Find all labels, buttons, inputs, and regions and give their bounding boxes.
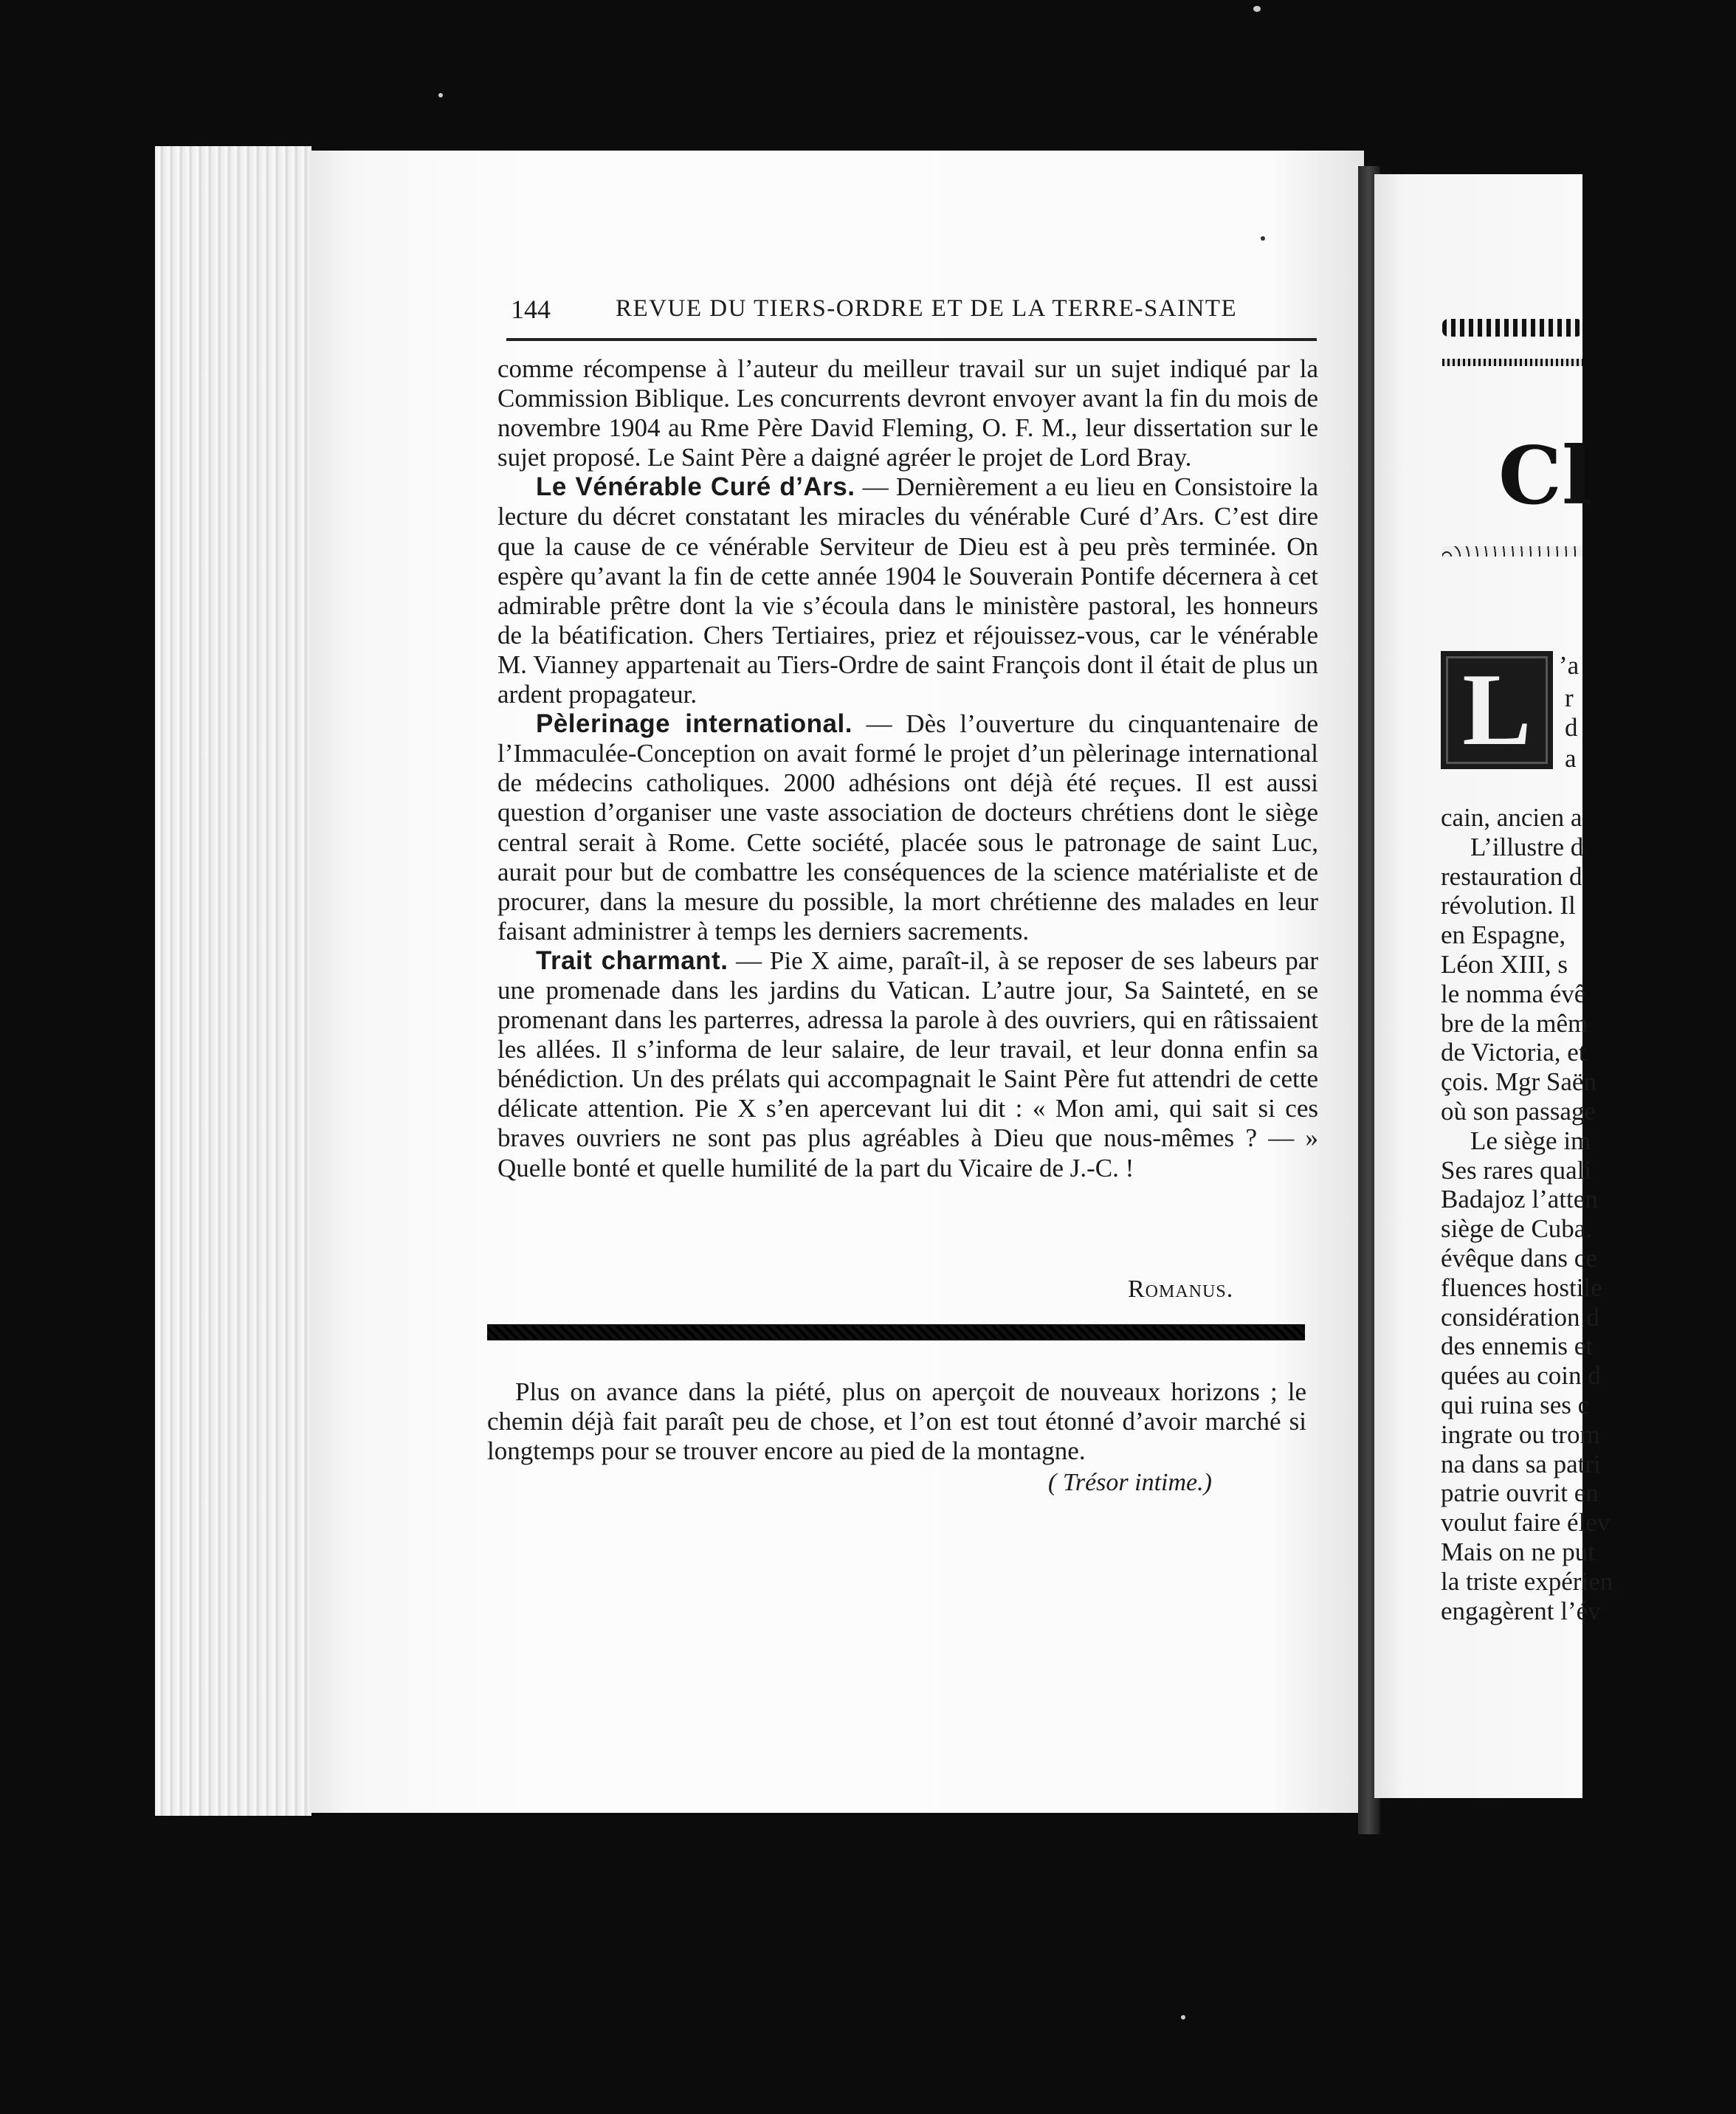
text-line: la triste expérien — [1441, 1566, 1613, 1596]
text-line: qui ruina ses c — [1441, 1390, 1590, 1419]
text-line: révolution. Il — [1441, 891, 1576, 920]
cap-side-text: r — [1565, 684, 1574, 712]
intro-paragraph: comme récompense à l’auteur du meilleur travail sur un sujet indiqué par la Commission Biblique. Les concurrents devront envoyer avant la fin du mois de novembre 1904 au Rme Père David Fleming, O. F. M., leur dissertation sur le sujet proposé. Le Saint Père a daigné agréer le projet de Lord Bray. — [497, 354, 1319, 472]
text-line: Ses rares quali — [1441, 1155, 1592, 1185]
section-cure-ars — [497, 472, 1318, 709]
drop-cap: L — [1441, 651, 1553, 769]
text-line: engagèrent l’év — [1441, 1596, 1601, 1625]
section-heading: Le Vénérable Curé d’Ars. — [536, 472, 855, 502]
dust-speck — [1261, 236, 1265, 241]
text-line: patrie ouvrit en — [1441, 1478, 1599, 1508]
header-rule — [506, 338, 1317, 341]
section-text: — Pie X aime, paraît-il, à se reposer de ses labeurs par une promenade dans les jardins du Vatican. L’autre jour, Sa Sainteté, en se promenant dans les parterres, adressa la parole à des ouvriers, qui en râtissaient les allées. Il s’informa de leur salaire, de leur travail, et leur donna enfin sa bénédiction. Un des prélats qui accompagnait le Saint Père fut attendri de cette délicate attention. Pie X s’en apercevant lui dit : « Mon ami, qui sait si ces braves ouvriers ne sont pas plus agréables à Dieu que nous-mêmes ? — » Quelle bonté et quelle humilité de la part du Vicaire de J.-C. ! — [497, 946, 1318, 1182]
text-line: fluences hostile — [1441, 1273, 1602, 1302]
text-line: quées au coin d — [1441, 1361, 1601, 1391]
title-fragment: Cl — [1498, 430, 1592, 523]
quote-source: ( Trésor intime.) — [1048, 1469, 1212, 1496]
text-line: de Victoria, et — [1441, 1038, 1586, 1067]
cap-side-text: a — [1565, 744, 1577, 773]
page-number: 144 — [511, 295, 551, 324]
ornamental-divider — [487, 1324, 1305, 1340]
section-pelerinage — [497, 709, 1318, 946]
author-signature: Romanus. — [1128, 1275, 1234, 1303]
quote-text: Plus on avance dans la piété, plus on aperçoit de nouveaux horizons ; le chemin déjà fait paraît peu de chose, et l’on est tout étonné d’avoir marché si longtemps pour se trouver encore au pied de la montagne. — [487, 1377, 1306, 1465]
section-heading: Trait charmant. — [536, 946, 728, 975]
text-line: Badajoz l’atten — [1441, 1185, 1598, 1214]
cap-side-text: d — [1565, 713, 1578, 742]
ornament-top — [1442, 319, 1582, 337]
dust-speck — [1181, 2015, 1185, 2020]
text-line: en Espagne, — [1441, 920, 1566, 950]
article-body — [497, 354, 1318, 1183]
text-line: siège de Cuba. — [1441, 1214, 1593, 1244]
text-line: bre de la mêm — [1441, 1008, 1588, 1038]
text-line: Le siège im — [1470, 1126, 1591, 1155]
running-title: REVUE DU TIERS-ORDRE ET DE LA TERRE-SAINTE — [616, 295, 1238, 322]
text-line: L’illustre d — [1470, 832, 1584, 861]
text-line: ingrate ou trom — [1441, 1419, 1600, 1449]
ornament-wave — [1442, 546, 1582, 557]
text-line: cain, ancien a — [1441, 803, 1582, 832]
right-page — [1374, 174, 1613, 1798]
text-line: Mais on ne put — [1441, 1537, 1596, 1566]
right-page-lines — [1441, 803, 1736, 1625]
text-line: évêque dans ce — [1441, 1243, 1597, 1273]
text-line: Léon XIII, s — [1441, 949, 1568, 979]
section-text: — Dès l’ouverture du cinquantenaire de l’Immaculée-Conception on avait formé le projet d’un pèlerinage international de médecins catholiques. 2000 adhésions ont déjà été reçues. Il est aussi question d’organiser une vaste association de docteurs chrétiens dont le siège central serait à Rome. Cette société, placée sous le patronage de saint Luc, aurait pour but de combattre les conséquences de la science matérialiste et de procurer, dans la mesure du possible, la mort chrétienne des malades en leur faisant administrer à temps les derniers sacrements. — [497, 709, 1318, 946]
closing-quote — [487, 1377, 1306, 1466]
text-line: na dans sa patri — [1441, 1449, 1601, 1478]
section-text: — Dernièrement a eu lieu en Consistoire la lecture du décret constatant les miracles du vénérable Curé d’Ars. C’est dire que la cause de ce vénérable Serviteur de Dieu est à peu près terminée. On espère qu’avant la fin de cette année 1904 le Souverain Pontife décernera à cet admirable prêtre dont la vie s’écoula dans le ministère pastoral, les honneurs de la béatification. Chers Tertiaires, priez et réjouissez-vous, car le vénérable M. Vianney appartenait au Tiers-Ordre de saint François dont il était de plus un ardent propagateur. — [497, 472, 1318, 709]
text-line: le nomma évê — [1441, 979, 1586, 1008]
dust-speck — [1253, 6, 1261, 12]
section-trait-charmant — [497, 946, 1318, 1183]
ornament-border — [1442, 359, 1582, 366]
cap-side-text: ’a — [1559, 651, 1580, 680]
text-line: considération d — [1441, 1302, 1599, 1332]
text-line: voulut faire élev — [1441, 1508, 1611, 1538]
text-line: où son passage — [1441, 1096, 1596, 1126]
section-heading: Pèlerinage international. — [536, 709, 852, 739]
page-stack-edge — [155, 146, 311, 1816]
text-line: des ennemis et — [1441, 1332, 1594, 1361]
dust-speck — [438, 93, 443, 97]
running-header — [511, 294, 1323, 323]
text-line: çois. Mgr Saën — [1441, 1067, 1596, 1097]
text-line: restauration d — [1441, 861, 1582, 891]
